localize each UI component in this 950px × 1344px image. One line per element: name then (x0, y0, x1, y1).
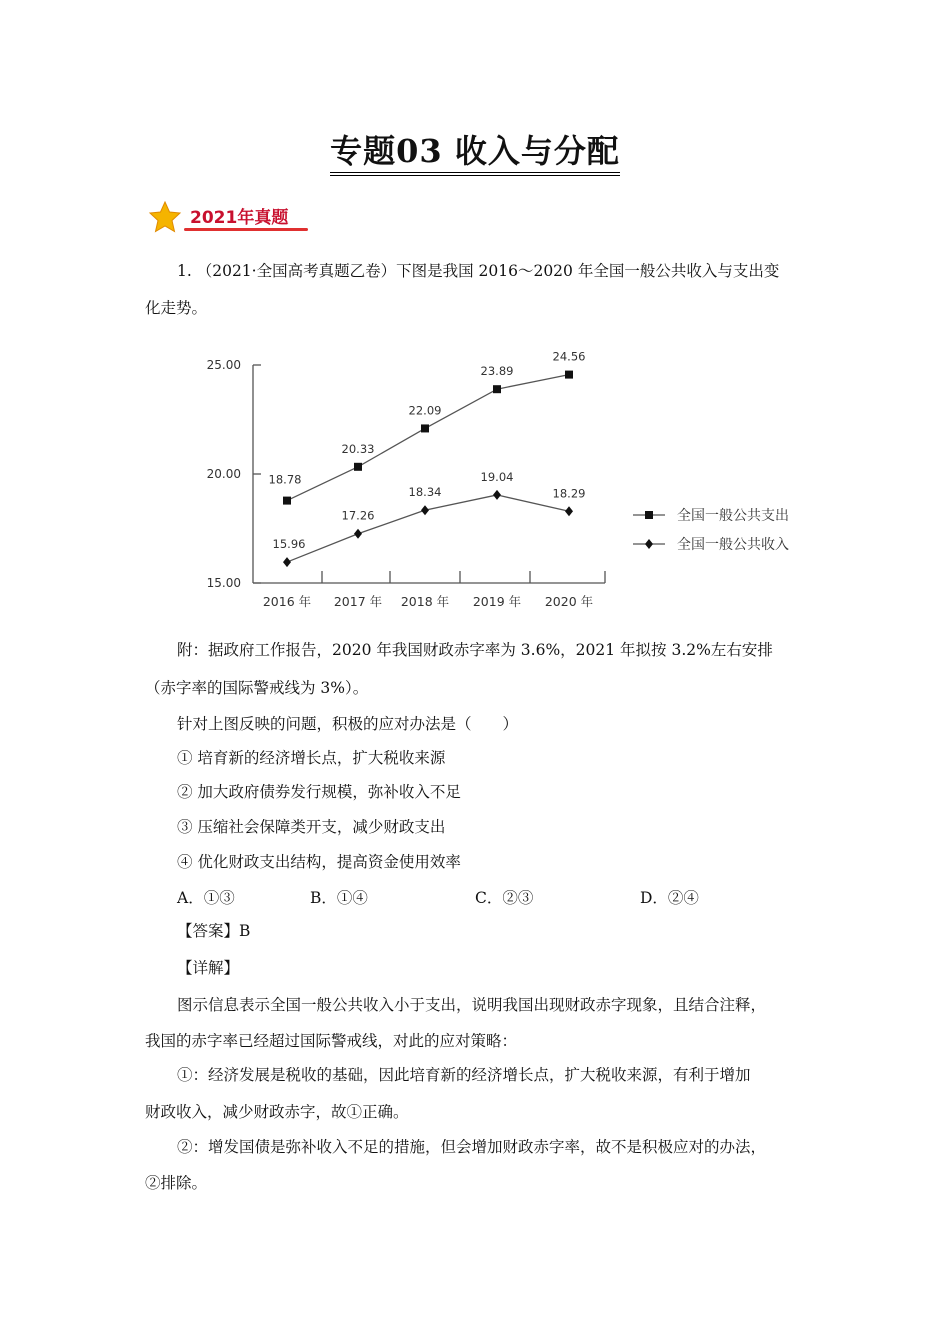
data-label: 22.09 (408, 403, 442, 418)
choice-item-1: ① 培育新的经济增长点，扩大税收来源 (177, 749, 446, 767)
chart-svg (195, 340, 815, 620)
data-label: 17.26 (341, 508, 375, 523)
note-line2: （赤字率的国际警戒线为 3%）。 (145, 679, 369, 697)
data-point-diamond (493, 490, 501, 500)
x-tick-label: 2017 年 (333, 594, 383, 609)
data-label: 24.56 (552, 349, 586, 364)
detail-label: 【详解】 (177, 959, 240, 977)
detail-para3-line1: ②：增发国债是弥补收入不足的措施，但会增加财政赤字率，故不是积极应对的办法， (177, 1138, 767, 1156)
badge-label: 2021年真题 (190, 208, 289, 228)
legend-marker-square (645, 511, 653, 519)
choice-item-2: ② 加大政府债券发行规模，弥补收入不足 (177, 783, 461, 801)
detail-para2-line1: ①：经济发展是税收的基础，因此培育新的经济增长点，扩大税收来源，有利于增加 (177, 1066, 751, 1084)
y-tick-label: 20.00 (206, 467, 241, 481)
detail-para3-line2: ②排除。 (145, 1174, 208, 1192)
question-ask: 针对上图反映的问题，积极的应对办法是（ ） (177, 715, 519, 733)
option-c[interactable]: C．②③ (475, 889, 534, 907)
data-point-diamond (283, 557, 291, 567)
data-point-square (565, 371, 573, 379)
choice-item-3: ③ 压缩社会保障类开支，减少财政支出 (177, 818, 446, 836)
data-point-square (493, 385, 501, 393)
legend-label: 全国一般公共收入 (677, 537, 789, 553)
data-point-diamond (354, 529, 362, 539)
question-stem-line2: 化走势。 (145, 299, 208, 317)
y-tick-label: 25.00 (206, 358, 241, 372)
option-a[interactable]: A．①③ (177, 889, 235, 907)
data-label: 20.33 (341, 441, 375, 456)
data-label: 18.34 (408, 485, 442, 500)
y-tick-label: 15.00 (206, 576, 241, 590)
star-icon (148, 200, 182, 234)
data-point-diamond (421, 505, 429, 515)
legend-marker-diamond (645, 539, 653, 549)
x-tick-label: 2016 年 (262, 594, 312, 609)
data-point-square (283, 497, 291, 505)
note-line1: 附：据政府工作报告，2020 年我国财政赤字率为 3.6%，2021 年拟按 3.2%左右安排 (177, 641, 773, 659)
detail-para1-line1: 图示信息表示全国一般公共收入小于支出，说明我国出现财政赤字现象，且结合注释， (177, 996, 767, 1014)
data-point-diamond (565, 506, 573, 516)
x-tick-label: 2019 年 (472, 594, 522, 609)
data-label: 23.89 (480, 364, 514, 379)
data-point-square (354, 463, 362, 471)
line-chart (195, 340, 815, 620)
x-tick-label: 2018 年 (400, 594, 450, 609)
answer: 【答案】B (177, 922, 251, 940)
option-d[interactable]: D．②④ (640, 889, 699, 907)
data-point-square (421, 424, 429, 432)
detail-para2-line2: 财政收入，减少财政赤字，故①正确。 (145, 1103, 409, 1121)
detail-para1-line2: 我国的赤字率已经超过国际警戒线，对此的应对策略： (145, 1032, 518, 1050)
page-title: 专题03 收入与分配 (0, 126, 950, 172)
question-stem-line1: 1. （2021·全国高考真题乙卷）下图是我国 2016～2020 年全国一般公共收入与支出变 (177, 262, 780, 280)
data-label: 19.04 (480, 469, 514, 484)
data-label: 18.78 (268, 472, 302, 487)
choice-item-4: ④ 优化财政支出结构，提高资金使用效率 (177, 853, 461, 871)
section-badge (148, 200, 308, 236)
option-b[interactable]: B．①④ (310, 889, 368, 907)
badge-underline (184, 228, 308, 231)
x-tick-label: 2020 年 (544, 594, 594, 609)
data-label: 18.29 (552, 486, 586, 501)
series-line-1 (287, 375, 569, 501)
data-label: 15.96 (272, 537, 306, 552)
series-line-2 (287, 495, 569, 562)
legend-label: 全国一般公共支出 (677, 508, 789, 524)
